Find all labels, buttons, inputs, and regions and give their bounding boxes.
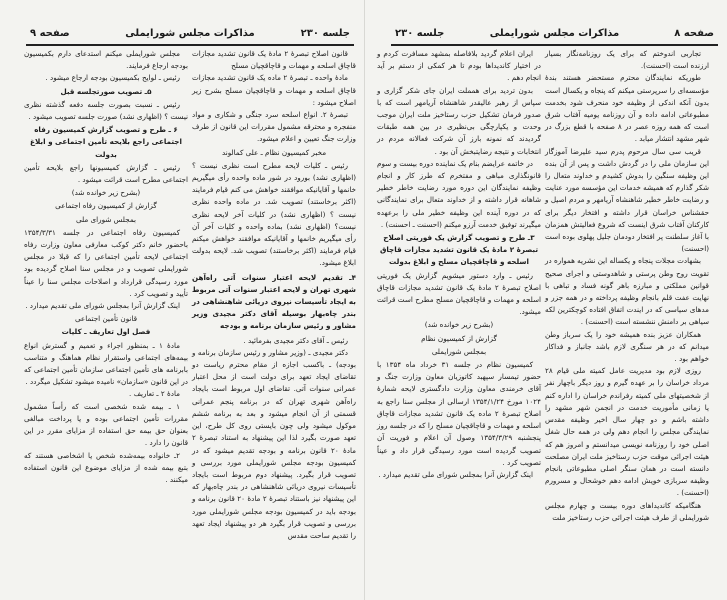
centered-line: گزارش از کمیسیون نظام: [421, 333, 497, 343]
paragraph: همکاران عزیز بنده همیشه خود را یک سرباز وطن میدانم که در هر سنگری لازم باشد جانباز و فداکار خواهم بود .: [545, 329, 709, 364]
page-number: صفحه ۸: [674, 28, 714, 39]
paragraph: رئیس ـ گزارش کمیسیونها راجع بلایحه تأمین اجتماعی مطرح است قرائت میشود .: [24, 162, 188, 185]
paragraph: مادهٔ ۱ ـ بمنظور اجراء و تعمیم و گسترش انواع بیمه‌های اجتماعی واستقرار نظام هماهنگ و متناسب بابرنامه های تأمین اجتماعی سازمان تأمین اجتماعی که در این قانون «سازمان» نامیده میشود تشکیل میگردد .: [24, 340, 188, 387]
section-heading: ۳ـ طرح و تصویب گزارش یک فوریتی اصلاح تبصرهٔ ۲ مادهٔ یک قانون تشدید مجازات قاچاق اسلحه و قاچاقچیان مسلح و ابلاغ بدولت: [379, 233, 539, 267]
paragraph: تبصرهٔ ۲. انواع اسلحه سرد جنگی و شکاری و مواد منفجره و محترقه مشمول مقررات این قانون از طرف وزارت جنگ تعیین و اعلام میشود.: [192, 110, 356, 144]
paragraph: دکتر مجیدی ـ (وزیر مشاور و رئیس سازمان برنامه و بودجه) ـ باکسب اجازه از مقام محترم ریاست دو تقاضای ایجاد تعهد برای دولت است از محل اعتبار عمرانی سنوات آتی. تقاضای اول مربوط است بایجاد راه‌آهن شهری تهران که در برنامه پنجم عمرانی قسمتی از آن انجام میشود و بعد به برنامه ششم موکول میشود ولی چون بایستی روی کل طرح، این تعهد صورت بگیرد لذا این پیشنهاد به استناد تبصرهٔ ۲ مادهٔ ۲۰ قانون برنامه و بودجه تقدیم میشود که در کمیسیون بودجه مجلس شورایملی مورد بررسی و تصویب قرار بگیرد. پیشنهاد دوم مربوط است بایجاد تأسیسات نیروی دریائی شاهنشاهی در بندر چاه‌بهار که این پیشنهاد نیز باستناد تبصرهٔ ۲ مادهٔ ۲۰ قانون برنامه و بودجه باید در کمیسیون بودجه مجلس شورایملی مورد بررسی و تصویب قرار بگیرد هر دو پیشنهاد ایجاد تعهد را تقدیم ساحت مقدس: [192, 347, 356, 540]
section-heading: فصل اول تعاریف ـ کلیات: [61, 327, 151, 337]
centered-line: (بشرح زیر خوانده شد): [424, 320, 494, 330]
paragraph: طوریکه نمایندگان محترم مستحضر هستند بندهٔ مؤسسه‌ای را سرپرستی میکنم که پنجاه و یکسال است بدون آنکه اندکی از وظیفه خود منحرف شود بخدمت مطبوعاتی ادامه داده و آن روزنامه یومیه آفتاب شرق است که همه روزه عصر در ۸ صفحه با قطع بزرگ در شهر مشهد انتشار میابد .: [545, 73, 710, 144]
paragraph: کمیسیون رفاه اجتماعی در جلسه ۱۳۵۴/۳/۳۱ باحضور خانم دکتر کوکب معارفی معاون وزارت رفاه اجتماعی لایحه تأمین اجتماعی را که قبلا در مجلس شورایملی تصویب و در مجلس سنا اصلاح گردیده بود مورد رسیدگی قرارداد و اصلاحات مجلس سنا را عیناً تأیید و تصویب کرد .: [24, 227, 188, 298]
paragraph: مادهٔ واحده ـ تبصرهٔ ۲ ماده یک قانون تشدید مجازات قاچاق اسلحه و مهمات و قاچاقچیان مسلح بشرح زیر اصلاح میشود :: [192, 73, 356, 107]
text-column-left: [377, 48, 541, 481]
paragraph: بشهادت مجلات پنجاه و یکساله این نشریه همواره در تقویت روح وطن پرستی و شاهدوستی و اجرای صحیح قوانین مملکتی و مبارزه باهر گونه فساد و تباهی با نهایت عفت قلم بانجام وظیفه پرداخته و در همه جزر و مدهای سیاسی که در ایندت اتفاق افتاده کوچکترین لکه سیاهی بر دامنش ننشسته است (احسنت) .: [545, 256, 709, 327]
page-number: صفحه ۹: [30, 28, 70, 39]
right-page: [364, 0, 727, 600]
centered-line: (بشرح زیر خوانده شد): [71, 188, 141, 198]
paragraph: مادهٔ ۲ ـ تعاریف .: [129, 389, 180, 399]
paragraph: قانون اصلاح تبصرهٔ ۲ مادهٔ یک قانون تشدید مجازات قاچاق اسلحه و مهمات و قاچاقچیان مسلح: [192, 49, 356, 71]
section-heading: ۵ـ تصویب صورتجلسه قبل: [60, 86, 152, 96]
paragraph: رئیس ـ نسبت بصورت جلسه دفعه گذشته نظری نیست ؟ (اظهاری نشد) صورت جلسه تصویب میشود .: [24, 99, 188, 122]
paragraph: مجلس شورایملی میکنم استدعای دارم بکمیسیون بودجه ارجاع فرمایند.: [24, 49, 188, 71]
paragraph: اینک گزارش آنرا بمجلس شورای ملی تقدیم میدارد .: [378, 469, 533, 479]
section-heading: ۴ـ تقدیم لایحه اعتبار سنوات آتی راه‌آهن شهری تهران و لایحه اعتبار سنوات آتی مربوط به ایجاد تأسیسات نیروی دریائی شاهنشاهی در بندر چاه‌بهار بوسیله آقای دکتر مجیدی وزیر مشاور و رئیس سازمان برنامه و بودجه: [192, 272, 356, 331]
paragraph: رئیس ـ آقای دکتر مجیدی بفرمائید .: [243, 335, 348, 345]
paragraph: ۲ـ خانواده بیمه‌شده شخص یا اشخاصی هستند که بتبع بیمه شده از مزایای موضوع این قانون استفاده میکنند .: [24, 450, 188, 484]
paragraph: در خاتمه عرایضم بنام یک نماینده دوره بیست و سوم قانونگذاری مباهی و مفتخرم که طرز کار و انجام وظیفه نمایندگان این دوره مورد رضایت خاطر خطیر شاهانه قرار داشته و از خداوند متعال برای نمایندگانی که در دوره آینده این وظیفه خطیر ملی را برعهده میگیرند توفیق خدمت آرزو میکنم (احسنت ـ احسنت) .: [377, 158, 541, 229]
centered-line: بمجلس شورایملی: [431, 346, 487, 356]
section-heading: ۶ ـ طرح و تصویب گزارش کمیسیون رفاه اجتماعی راجع بلایحه تأمین اجتماعی و ابلاغ بدولت: [30, 125, 182, 159]
text-column-right: [192, 48, 356, 542]
paragraph: قریب سی سال مرحوم پدرم سید علیرضا آموزگار این سازمان ملی را در گردش داشت و پس از آن بنده این وظیفه سنگین را بدوش کشیدم و خداوند متعال را شکر گذارم که همیشه خدمات این مؤسسه مورد عنایت و رضایت خاطر خطیر شاهنشاه آریامهر و مردم اصیل و حقشناس خراسان قرار داشته و افتخار دیگر برای کارکنان آفتاب شرق اینست که شروع فعالیتش همزمان با آغاز سلطنت پر افتخار دودمان جلیل پهلوی بوده است (احسنت): [545, 146, 709, 254]
paragraph: رئیس ـ لوایح بکمیسیون بودجه ارجاع میشود .: [45, 73, 180, 83]
paragraph: کمیسیون نظام در جلسه ۳۱ خرداد ماه ۱۳۵۴ با حضور تیمسار سپهبد کاتوزیان معاون وزارت جنگ و آقای خرمندی معاون وزارت دادگستری لایحه شمارهٔ ۱۰۲۴ مورخ ۱۳۵۴/۱/۲۴ ارسالی از مجلس سنا راجع به اصلاح تبصرهٔ ۲ ماده یک قانون تشدید مجازات قاچاق اسلحه و مهمات و قاچاقچیان مسلح را که در جلسه روز پنجشنبه ۱۳۵۴/۳/۲۹ وصول آن اعلام و فوریت آن تصویب گردیده است مورد رسیدگی قرار داد و عیناً تصویب کرد .: [377, 360, 541, 467]
centered-line: بمجلس شورای ملی: [76, 214, 136, 224]
text-column-left: [24, 48, 188, 486]
text-column-right: [545, 48, 709, 524]
session-number: جلسه ۲۳۰: [300, 28, 350, 39]
session-number: جلسه ۲۳۰: [395, 28, 445, 39]
paragraph: اینک گزارش آنرا بمجلس شورای ملی تقدیم میدارد .: [25, 301, 180, 311]
running-title: مذاکرات مجلس شورایملی: [489, 28, 620, 39]
paragraph: ایران اعلام گردید بلافاصله بمشهد مسافرت کردم و در اختیار کاندیداها بودم تا هر کمکی از دستم بر آید انجام دهم .: [377, 49, 541, 83]
page-header: [26, 28, 354, 46]
centered-line: گزارش از کمیسیون رفاه اجتماعی: [55, 201, 157, 211]
paragraph: روزی لازم بود مدیریت عامل کمیته ملی قیام ۲۸ مرداد خراسان را بر عهده گیرم و روز دیگر باچهار نفر از شخصیتهای ملی کمیته رفراندم خراسان را اداره کنم یا زمانی مأموریت خدمت در انجمن شهر مشهد را داشته باشم و دو چهار سال اخیر وظیفه مقدس نمایندگی مجلس را انجام دهم ولی در همه حال شغل اصلی خود را روزنامه نویسی میدانستم و امروز هم که هیئت اجرائی موقت حزب رستاخیز ملت ایران مصلحت دانسته است در همان سنگر اصلی مطبوعاتی بانجام وظیفه سربازی خویش ادامه دهم خوشحال و مسرورم (احسنت) .: [545, 366, 709, 498]
page-header: [391, 28, 718, 46]
paragraph: بدون تردید برای همملت ایران جای شکر گزاری و سپاس از رهبر عالیقدر شاهنشاه آریامهر است که با صدور فرمان تشکیل حزب رستاخیز ملت ایران موجب وحدت و یکپارچگی بی‌نظیری در بین همه طبقات گردیدند که نمونه بارز آن شرکت فعالانه مردم در انتخابات و نتیجه رضایتبخش آن بود .: [377, 85, 541, 156]
paragraph: تجاربی اندوختم که برای یک روزنامه‌نگار بسیار ارزنده است (احسنت).: [545, 49, 709, 71]
paragraph: رئیس ـ وارد دستور میشویم گزارش یک فوریتی اصلاح تبصرهٔ ۲ مادهٔ یک قانون تشدید مجازات قاچاق اسلحه و مهمات و قاچاقچیان مسلح مطرح است قرائت میشود.: [377, 270, 541, 317]
paragraph: هنگامیکه کاندیداهای دوره بیست و چهارم مجلس شورایملی از طرف هیئت اجرائی حزب رستاخیز ملت: [545, 500, 709, 522]
running-title: مذاکرات مجلس شورایملی: [125, 28, 255, 39]
centered-line: مخبر کمیسیون نظام ـ علی کمالوند: [221, 147, 327, 157]
paragraph: ۱ ـ بیمه شده شخصی است که رأساً مشمول مقررات تأمین اجتماعی بوده و یا پرداخت مبالغی بعنوان حق بیمه حق استفاده از مزایای مقرر در این قانون را دارد .: [24, 401, 188, 448]
paragraph: رئیس ـ کلیات لایحه مطرح است نظری نیست ؟ (اظهاری نشد) بورود در شور ماده واحده رأی میگیریم خانمها و آقایانیکه موافقند خواهش می کنم قیام فرمایند (اکثر برخاستند) تصویب شد. در ماده واحده نظری نیست ؟ (اظهاری نشد) در کلیات آخر لایحه نظری نیست؟ (اظهاری نشد) بماده واحده و کلیات آخر آن رأی میگیریم خانمها و آقایانیکه موافقند خواهش میکنم قیام فرمایند (اکثر برخاستند) تصویب شد. لایحه بدولت ابلاغ میشود.: [192, 160, 356, 268]
centered-line: قانون تأمین اجتماعی: [74, 314, 138, 324]
